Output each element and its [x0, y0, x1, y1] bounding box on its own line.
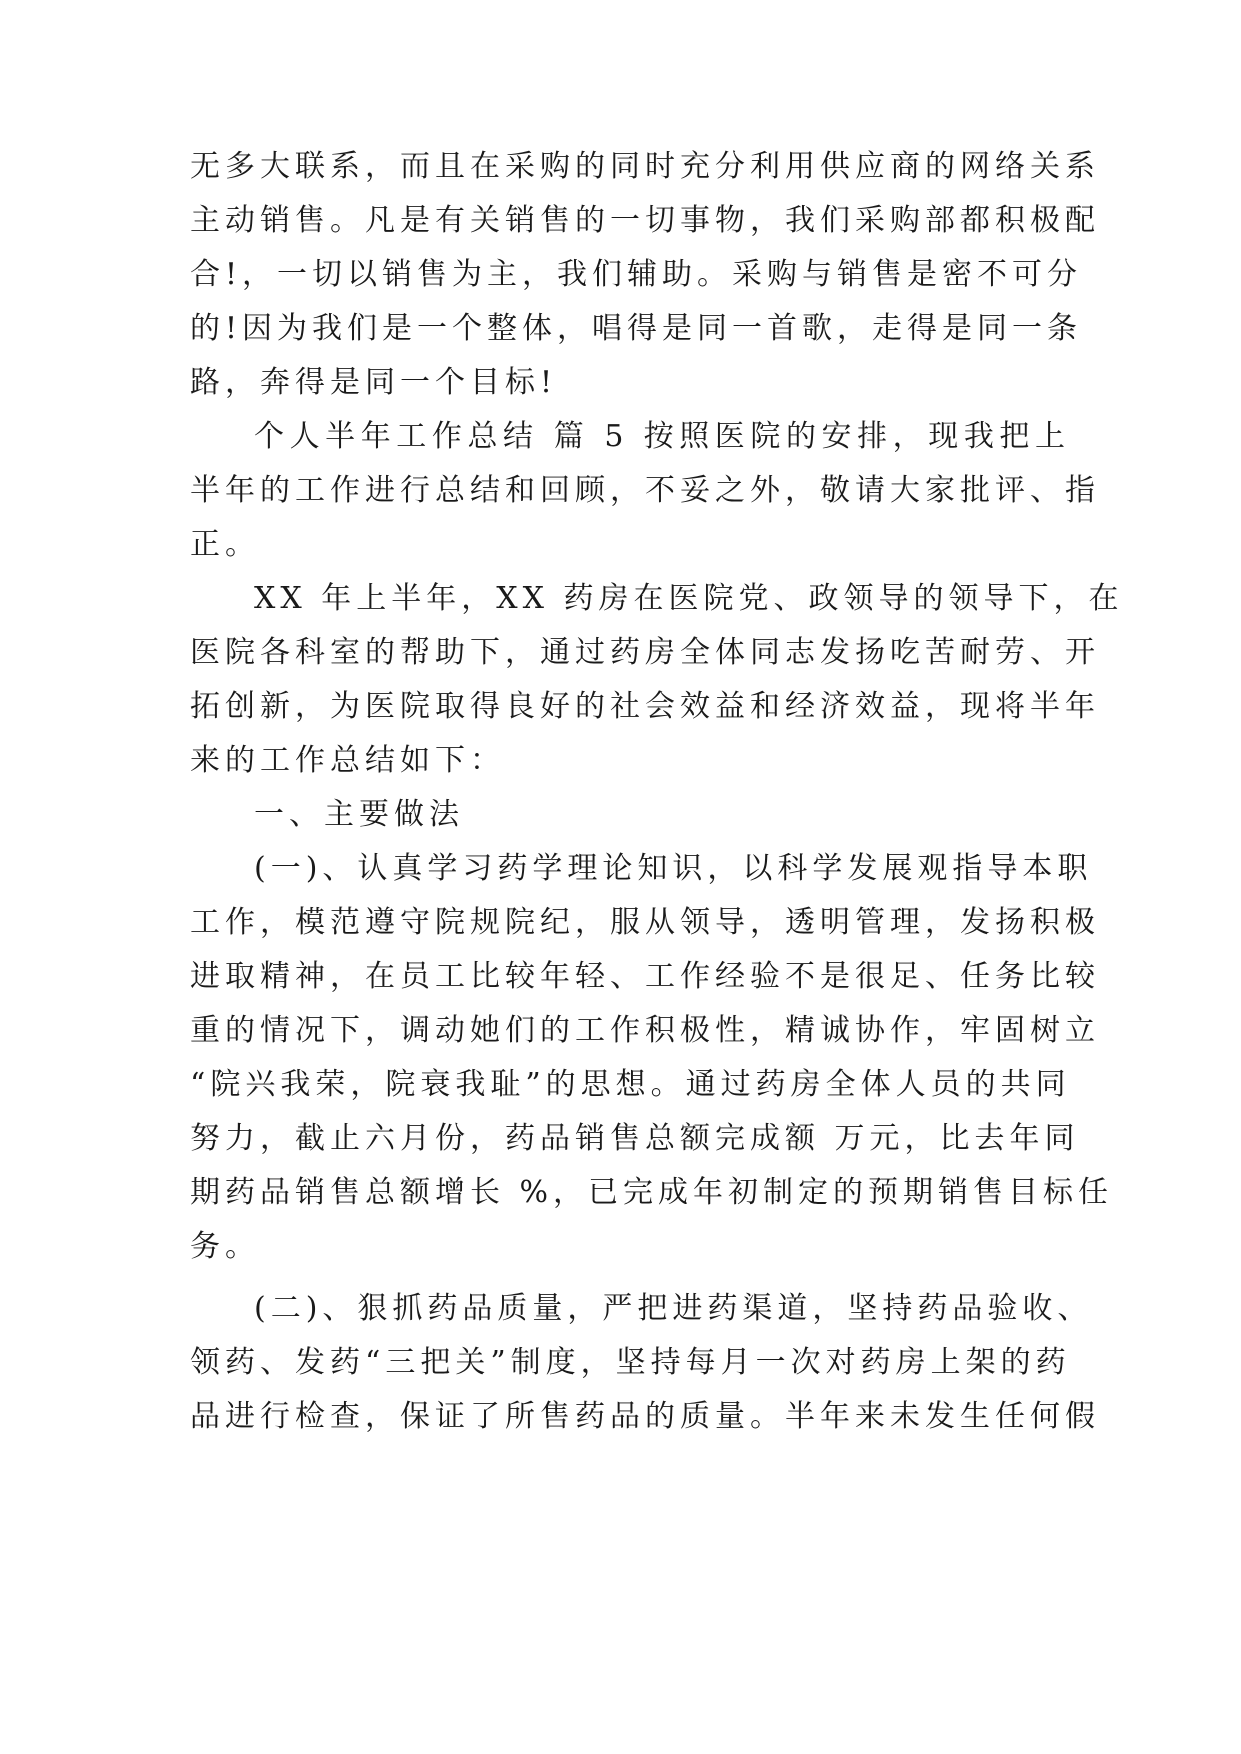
text-line: 主动销售。凡是有关销售的一切事物，我们采购部都积极配 [190, 203, 1100, 238]
text-line: (二)、狠抓药品质量，严把进药渠道，坚持药品验收、 [254, 1291, 1093, 1326]
text-line: 正。 [190, 527, 260, 562]
text-line: (一)、认真学习药学理论知识，以科学发展观指导本职 [254, 851, 1093, 886]
text-line: 医院各科室的帮助下，通过药房全体同志发扬吃苦耐劳、开 [190, 635, 1100, 670]
text-line: 领药、发药“三把关”制度，坚持每月一次对药房上架的药 [190, 1345, 1071, 1380]
section-heading-line: 个人半年工作总结 篇 5 按照医院的安排，现我把上 [254, 419, 1070, 454]
text-line: 品进行检查，保证了所售药品的质量。半年来未发生任何假 [190, 1399, 1100, 1434]
text-line: 的!因为我们是一个整体，唱得是同一首歌，走得是同一条 [190, 311, 1083, 346]
text-line: 重的情况下，调动她们的工作积极性，精诚协作，牢固树立 [190, 1013, 1100, 1048]
text-line: 拓创新，为医院取得良好的社会效益和经济效益，现将半年 [190, 689, 1100, 724]
text-line: XX 年上半年，XX 药房在医院党、政领导的领导下，在 [254, 581, 1124, 616]
text-line: 路，奔得是同一个目标! [190, 365, 558, 400]
text-line: 来的工作总结如下： [190, 743, 505, 778]
text-line: 合!，一切以销售为主，我们辅助。采购与销售是密不可分 [190, 257, 1083, 292]
text-line: 进取精神，在员工比较年轻、工作经验不是很足、任务比较 [190, 959, 1100, 994]
text-line: 工作，模范遵守院规院纪，服从领导，透明管理，发扬积极 [190, 905, 1100, 940]
text-line: 期药品销售总额增长 %，已完成年初制定的预期销售目标任 [190, 1175, 1114, 1210]
text-line: “院兴我荣，院衰我耻”的思想。通过药房全体人员的共同 [190, 1067, 1071, 1102]
subheading-line: 一、主要做法 [254, 797, 464, 832]
text-line: 务。 [190, 1229, 260, 1264]
text-line: 努力，截止六月份，药品销售总额完成额 万元，比去年同 [190, 1121, 1080, 1156]
text-line: 无多大联系，而且在采购的同时充分利用供应商的网络关系 [190, 149, 1100, 184]
text-line: 半年的工作进行总结和回顾，不妥之外，敬请大家批评、指 [190, 473, 1100, 508]
